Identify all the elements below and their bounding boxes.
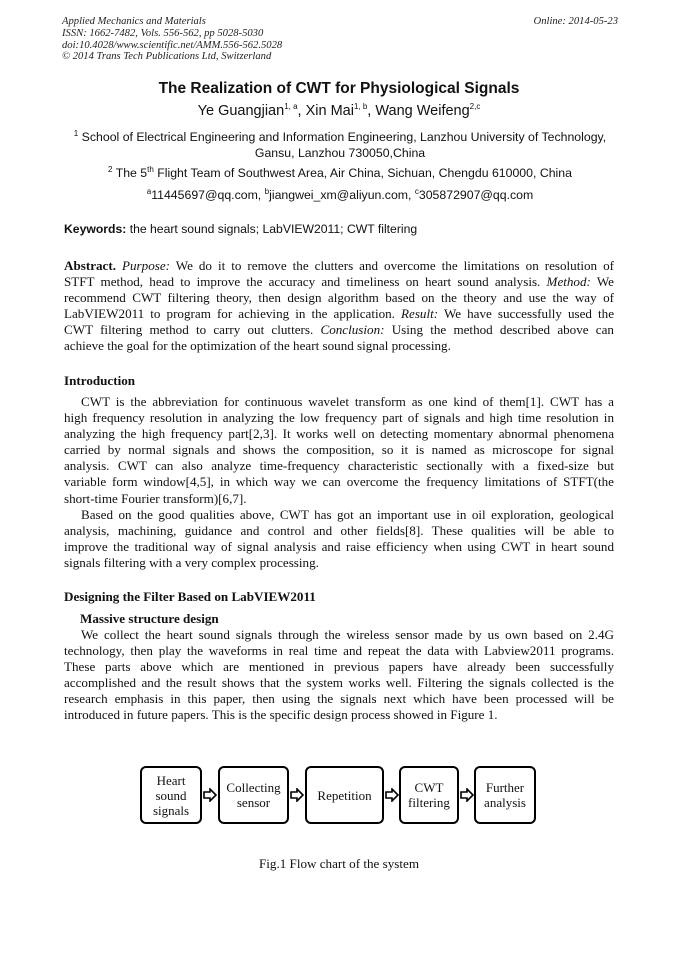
affiliation-2: $^2$ The 5th Flight Team of Southwest Area, Air China, Sichuan, Chengdu 610000, China [108,164,572,180]
design-paragraph: We collect the heart sound signals through the wireless sensor made by us own based on 2.4G technology, then play the waveforms in real time and repeat the data with Labview2011 programs. These parts above which are mentioned in previous papers have already been successfully accomplished and the result shows that the system works well. Filtering the signals collected is the research emphasis in this paper, then using the signals next which have been processed will be introduced in future papers. This is the specific design process showed in Figure 1. [64,627,614,723]
flow-arrow-icon [385,788,399,802]
abstract-label: Abstract. [64,258,116,273]
intro-paragraph-2: Based on the good qualities above, CWT has got an important use in oil exploration, geological analysis, machining, guidance and control and other fields[8]. These qualities will be able to improve the traditional way of signal analysis and raise efficiency when using CWT in heart sound signals filtering with a very complex processing. [64,507,614,571]
keywords-label: Keywords: [64,222,127,236]
section-heading-introduction: Introduction [64,373,136,388]
flow-arrow-icon [290,788,304,802]
email-link: 11445697@qq.com, [151,188,265,202]
affiliation-1: $^1$ School of Electrical Engineering and Information Engineering, Lanzhou University of Technology, Gansu, Lanzhou 730050,China [73,128,607,160]
subsection-heading: Massive structure design [80,611,219,626]
copyright-line: © 2014 Trans Tech Publications Ltd, Switzerland [62,51,272,63]
running-header [62,16,618,63]
author-name: Wang Weifeng [375,103,470,119]
keywords [64,222,417,236]
author-list: Ye Guangjian$^{1, a}$, Xin Mai$^{1, b}$, Wang Weifeng$^{2,c}$ [197,102,481,119]
flow-arrow-icon [460,788,474,802]
doi-line: doi:10.4028/www.scientific.net/AMM.556-562.5028 [62,39,283,51]
figure-caption: Fig.1 Flow chart of the system [258,856,420,871]
section-heading-design: Designing the Filter Based on LabVIEW2011 [64,589,316,604]
author-sup: 2,c [469,102,481,112]
flow-box-further-analysis: Further analysis [474,766,536,824]
paper-title: The Realization of CWT for Physiological Signals [158,80,520,97]
author-emails: $^a$11445697@qq.com, $^b$jiangwei_xm@aliyun.com, $^c$305872907@qq.com [146,186,534,202]
flow-box-repetition: Repetition [305,766,384,824]
flow-box-collecting-sensor: Collecting sensor [218,766,289,824]
abstract: Abstract. Purpose: We do it to remove the clutters and overcome the limitations on resolution of STFT method, head to improve the accuracy and timeliness on heart sound analysis. Method: We recommend CWT filtering theory, then design algorithm based on the theory and use the way of LabVIEW2011 to program for achieving in the application. Result: We have successfully used the CWT filtering method to carry out clutters. Conclusion: Using the method described above can achieve the goal for the optimization of the heart sound signal processing. [64,258,615,354]
flow-box-cwt-filtering: CWT filtering [399,766,459,824]
intro-paragraph-1: CWT is the abbreviation for continuous wavelet transform as one kind of them[1]. CWT has a high frequency resolution in analyzing the low frequency part of signals and high time resolution in analyzing the high frequency part[2,3]. It works well on detecting momentary abnormal phenomena carried by normal signals and shows the composition, so it is named as microscope for signal analysis. CWT can also analyze time-frequency characteristic sectionally with a fixed-size but variable form window[4,5], in which way we can overcome the frequency limitations of STFT(the short-time Fourier transform)[6,7]. [64,394,614,506]
journal-name: Applied Mechanics and Materials [62,16,206,27]
flow-chart [140,766,540,826]
online-date: Online: 2014-05-23 [533,16,618,27]
author-name: Ye Guangjian [197,103,285,119]
keywords-text: the heart sound signals; LabVIEW2011; CWT filtering [126,222,418,236]
author-sup: 1, b [353,102,368,112]
issn-line: ISSN: 1662-7482, Vols. 556-562, pp 5028-5030 [62,27,264,39]
author-sup: 1, a [284,102,298,112]
email-link: jiangwei_xm@aliyun.com, [269,188,415,202]
flow-arrow-icon [203,788,217,802]
email-link: 305872907@qq.com [418,188,534,202]
flow-box-heart-sound-signals: Heart sound signals [140,766,202,824]
author-name: Xin Mai [305,103,354,119]
